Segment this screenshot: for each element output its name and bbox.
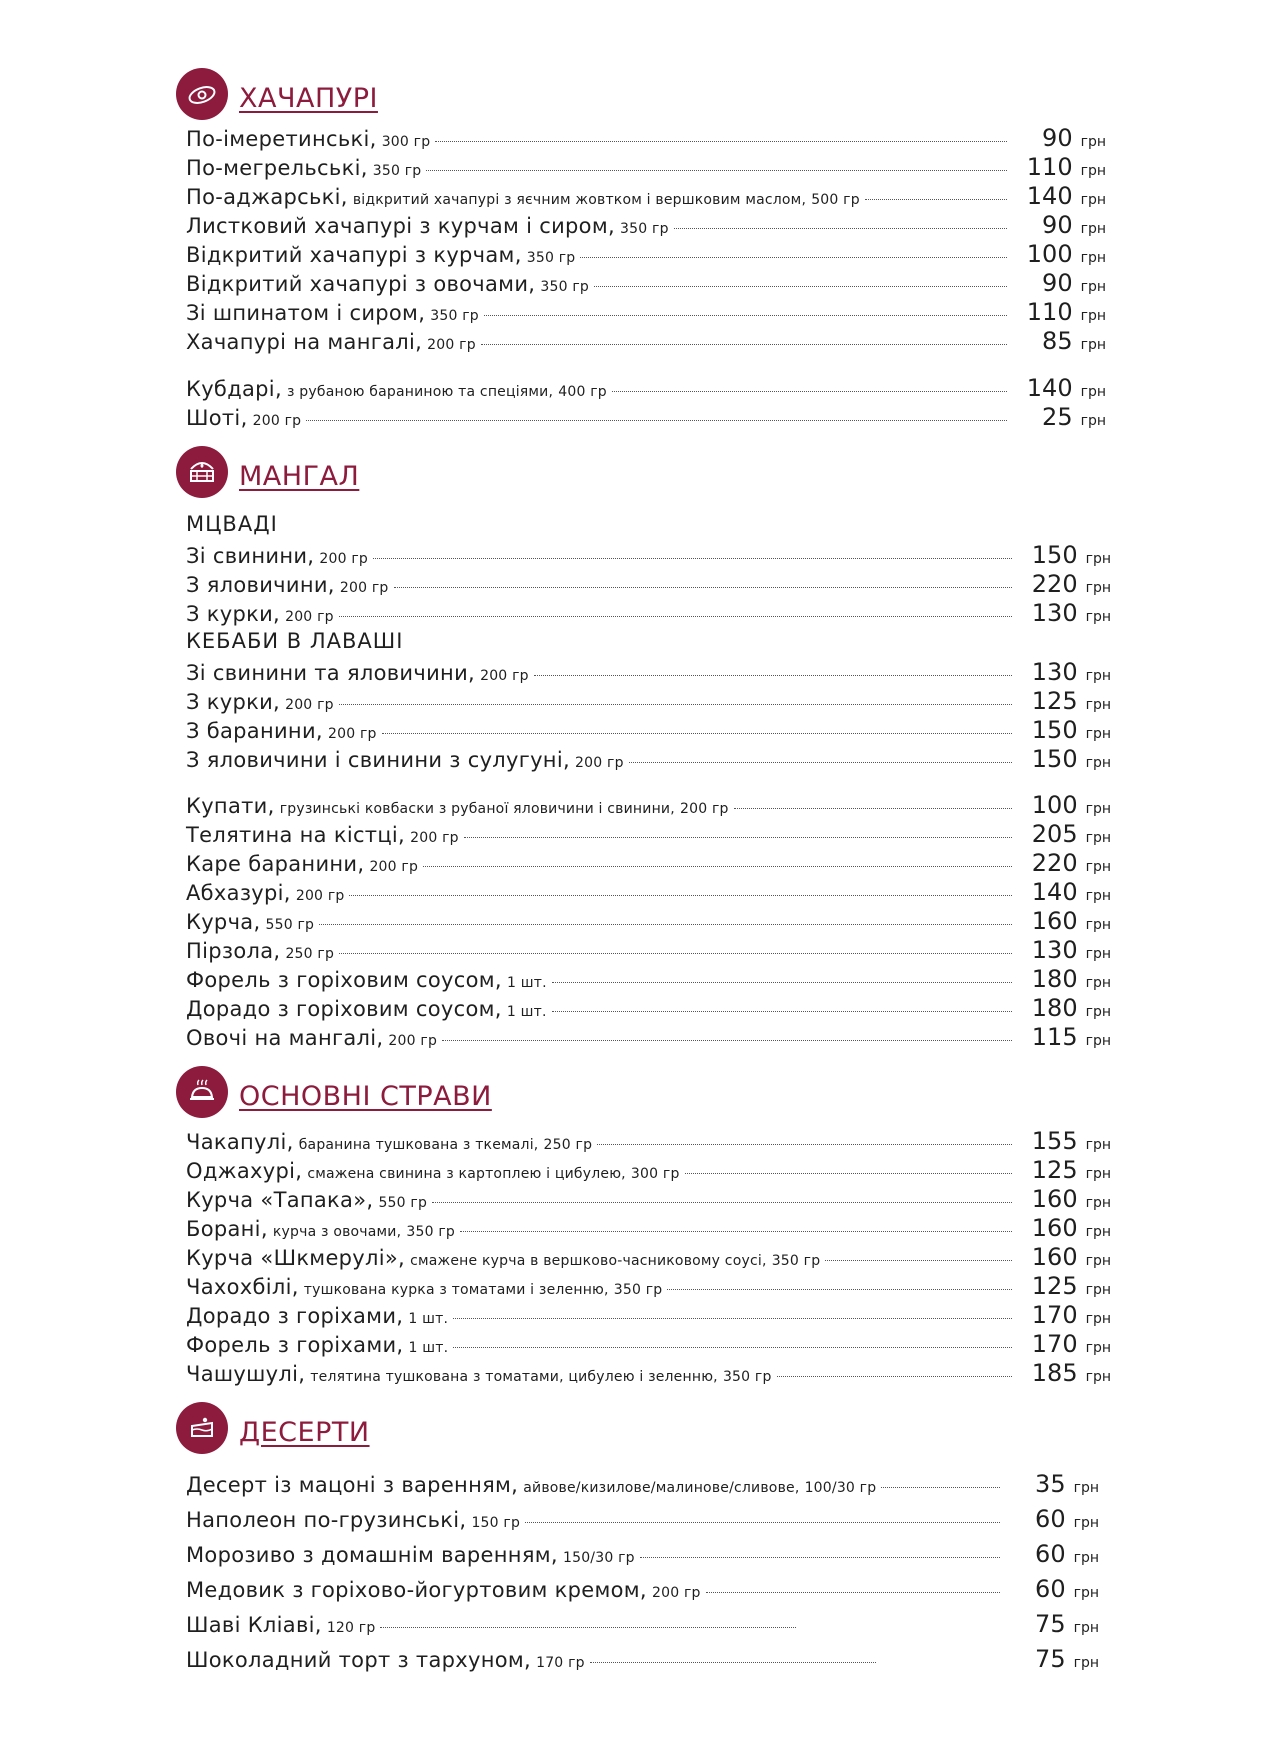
dot-leader xyxy=(640,1557,1000,1558)
menu-item xyxy=(186,936,1111,965)
item-currency: грн xyxy=(1085,975,1111,991)
item-currency: грн xyxy=(1080,384,1106,400)
item-price: 155 xyxy=(1031,1127,1078,1155)
dot-leader xyxy=(442,1040,1012,1041)
item-weight: 500 гр xyxy=(811,192,860,208)
item-price: 85 xyxy=(1042,327,1073,355)
item-weight: 200 гр xyxy=(327,726,377,742)
item-currency: грн xyxy=(1085,1224,1111,1240)
item-weight: 170 гр xyxy=(536,1655,585,1671)
dot-leader xyxy=(685,1173,1012,1174)
menu-item xyxy=(186,687,1111,716)
item-price: 110 xyxy=(1026,298,1073,326)
item-name: Наполеон по-грузинські, xyxy=(186,1508,467,1532)
dot-leader xyxy=(460,1231,1012,1232)
item-weight: 350 гр xyxy=(526,250,576,266)
item-currency: грн xyxy=(1085,551,1111,567)
menu-item xyxy=(186,1214,1111,1243)
dot-leader xyxy=(453,1318,1011,1319)
item-price: 160 xyxy=(1031,1185,1078,1213)
item-price: 110 xyxy=(1026,153,1073,181)
grill-icon xyxy=(176,446,228,498)
item-price: 60 xyxy=(1035,1505,1066,1533)
menu-item xyxy=(186,1645,1099,1674)
item-name: Чакапулі, xyxy=(186,1130,294,1154)
menu-item xyxy=(186,570,1111,599)
item-currency: грн xyxy=(1073,1550,1099,1566)
item-name: Шоті, xyxy=(186,406,248,430)
menu-item xyxy=(186,1575,1099,1604)
item-weight: 200 гр xyxy=(427,337,476,353)
item-name: Форель з горіховим соусом, xyxy=(186,968,502,992)
item-name: Чашушулі, xyxy=(186,1362,306,1386)
dot-leader xyxy=(881,1487,999,1488)
menu-item xyxy=(186,994,1111,1023)
item-name: Відкритий хачапурі з курчам, xyxy=(186,243,522,267)
item-description: курча з овочами, xyxy=(272,1224,402,1240)
item-name: З курки, xyxy=(186,602,280,626)
item-description: смажена свинина з картоплею і цибулею, xyxy=(307,1166,626,1182)
item-currency: грн xyxy=(1085,1166,1111,1182)
dot-leader xyxy=(464,837,1012,838)
item-name: З яловичини, xyxy=(186,573,335,597)
item-name: Курча, xyxy=(186,910,261,934)
item-currency: грн xyxy=(1085,580,1111,596)
dot-leader xyxy=(734,808,1012,809)
item-currency: грн xyxy=(1085,726,1111,742)
item-weight: 200 гр xyxy=(285,609,334,625)
item-name: Пірзола, xyxy=(186,939,281,963)
item-currency: грн xyxy=(1073,1515,1099,1531)
item-name: Оджахурі, xyxy=(186,1159,303,1183)
dot-leader xyxy=(373,558,1012,559)
item-weight: 300 гр xyxy=(630,1166,680,1182)
dot-leader xyxy=(394,587,1012,588)
item-name: З курки, xyxy=(186,690,280,714)
dot-leader xyxy=(590,1662,876,1663)
item-price: 150 xyxy=(1031,716,1078,744)
menu-item xyxy=(186,1243,1111,1272)
item-currency: грн xyxy=(1085,1253,1111,1269)
item-weight: 350 гр xyxy=(722,1369,772,1385)
item-weight: 350 гр xyxy=(771,1253,821,1269)
item-weight: 120 гр xyxy=(326,1620,376,1636)
menu-item xyxy=(186,820,1111,849)
item-price: 35 xyxy=(1035,1470,1066,1498)
menu-item xyxy=(186,153,1106,182)
menu-item xyxy=(186,1127,1111,1156)
dot-leader xyxy=(435,141,1006,142)
item-currency: грн xyxy=(1085,1340,1111,1356)
item-weight: 350 гр xyxy=(430,308,479,324)
item-price: 125 xyxy=(1031,1272,1078,1300)
item-name: По-мегрельські, xyxy=(186,156,368,180)
item-name: З баранини, xyxy=(186,719,323,743)
item-weight: 200 гр xyxy=(295,888,345,904)
item-weight: 550 гр xyxy=(378,1195,428,1211)
menu-item xyxy=(186,1610,1099,1639)
item-weight: 250 гр xyxy=(543,1137,593,1153)
dot-leader xyxy=(629,762,1012,763)
item-price: 160 xyxy=(1031,1243,1078,1271)
dot-leader xyxy=(706,1592,1000,1593)
section-title: ХАЧАПУРІ xyxy=(239,82,378,114)
item-currency: грн xyxy=(1085,697,1111,713)
item-name: Форель з горіхами, xyxy=(186,1333,404,1357)
menu-item xyxy=(186,791,1111,820)
menu-item xyxy=(186,403,1106,432)
item-currency: грн xyxy=(1085,1369,1111,1385)
item-currency: грн xyxy=(1085,755,1111,771)
dot-leader xyxy=(481,344,1007,345)
item-name: Листковий хачапурі з курчам і сиром, xyxy=(186,214,615,238)
section-title: МАНГАЛ xyxy=(239,460,360,492)
item-price: 90 xyxy=(1042,211,1073,239)
dot-leader xyxy=(423,866,1012,867)
item-price: 220 xyxy=(1031,849,1078,877)
menu-item xyxy=(186,965,1111,994)
item-currency: грн xyxy=(1080,250,1106,266)
item-weight: 350 гр xyxy=(406,1224,455,1240)
dot-leader xyxy=(594,286,1007,287)
item-currency: грн xyxy=(1085,830,1111,846)
dot-leader xyxy=(525,1522,1000,1523)
dot-leader xyxy=(319,924,1011,925)
section-title: ДЕСЕРТИ xyxy=(239,1416,370,1448)
item-weight: 200 гр xyxy=(679,801,729,817)
item-weight: 1 шт. xyxy=(408,1340,449,1356)
item-description: відкритий хачапурі з яєчним жовтком і вершковим маслом, xyxy=(352,192,807,208)
item-currency: грн xyxy=(1080,279,1106,295)
item-price: 220 xyxy=(1031,570,1078,598)
dot-leader xyxy=(667,1289,1011,1290)
cake-icon xyxy=(176,1402,228,1454)
item-currency: грн xyxy=(1080,308,1106,324)
item-currency: грн xyxy=(1085,1195,1111,1211)
item-currency: грн xyxy=(1085,668,1111,684)
item-currency: грн xyxy=(1073,1620,1099,1636)
item-weight: 1 шт. xyxy=(506,975,547,991)
item-price: 180 xyxy=(1031,994,1078,1022)
item-description: смажене курча в вершково-часниковому соусі, xyxy=(410,1253,767,1269)
menu-item xyxy=(186,269,1106,298)
item-name: Овочі на мангалі, xyxy=(186,1026,384,1050)
section-title: ОСНОВНІ СТРАВИ xyxy=(239,1080,492,1112)
item-name: По-аджарські, xyxy=(186,185,348,209)
item-weight: 350 гр xyxy=(540,279,589,295)
item-name: Десерт із мацоні з варенням, xyxy=(186,1473,519,1497)
item-price: 150 xyxy=(1031,541,1078,569)
item-weight: 350 гр xyxy=(372,163,422,179)
section-header-mangal xyxy=(176,444,359,500)
menu-item xyxy=(186,1359,1111,1388)
menu-item xyxy=(186,745,1111,774)
item-weight: 400 гр xyxy=(558,384,607,400)
item-name: Зі свинини та яловичини, xyxy=(186,661,475,685)
item-name: Медовик з горіхово-йогуртовим кремом, xyxy=(186,1578,647,1602)
item-price: 75 xyxy=(1035,1610,1066,1638)
item-price: 170 xyxy=(1031,1330,1078,1358)
menu-item xyxy=(186,658,1111,687)
item-currency: грн xyxy=(1080,163,1106,179)
item-currency: грн xyxy=(1085,946,1111,962)
item-currency: грн xyxy=(1085,859,1111,875)
item-weight: 200 гр xyxy=(252,413,302,429)
item-price: 115 xyxy=(1031,1023,1078,1051)
item-currency: грн xyxy=(1073,1480,1099,1496)
item-name: Відкритий хачапурі з овочами, xyxy=(186,272,536,296)
item-weight: 550 гр xyxy=(265,917,315,933)
section-header-desserts xyxy=(176,1400,370,1456)
item-price: 90 xyxy=(1042,269,1073,297)
menu-item xyxy=(186,1023,1111,1052)
item-currency: грн xyxy=(1073,1655,1099,1671)
item-weight: 350 гр xyxy=(613,1282,663,1298)
item-price: 130 xyxy=(1031,599,1078,627)
item-currency: грн xyxy=(1080,134,1106,150)
item-name: Телятина на кістці, xyxy=(186,823,406,847)
item-description: з рубаною бараниною та спеціями, xyxy=(287,384,554,400)
menu-item xyxy=(186,849,1111,878)
dot-leader xyxy=(432,1202,1012,1203)
item-price: 170 xyxy=(1031,1301,1078,1329)
item-name: Курча «Шкмерулі», xyxy=(186,1246,406,1270)
menu-item xyxy=(186,541,1111,570)
menu-item xyxy=(186,716,1111,745)
dot-leader xyxy=(453,1347,1011,1348)
menu-item xyxy=(186,374,1106,403)
item-name: Купати, xyxy=(186,794,275,818)
dot-leader xyxy=(484,315,1007,316)
item-weight: 250 гр xyxy=(285,946,335,962)
item-price: 100 xyxy=(1026,240,1073,268)
dot-leader xyxy=(380,1627,795,1628)
item-name: Дорадо з горіховим соусом, xyxy=(186,997,502,1021)
item-price: 160 xyxy=(1031,1214,1078,1242)
item-name: Борані, xyxy=(186,1217,268,1241)
item-weight: 200 гр xyxy=(339,580,389,596)
item-price: 125 xyxy=(1031,1156,1078,1184)
item-currency: грн xyxy=(1085,609,1111,625)
item-name: Шаві Кліаві, xyxy=(186,1613,322,1637)
item-name: Каре баранини, xyxy=(186,852,365,876)
dot-leader xyxy=(426,170,1006,171)
item-weight: 150/30 гр xyxy=(562,1550,635,1566)
item-description: тушкована курка з томатами і зеленню, xyxy=(303,1282,609,1298)
item-name: Хачапурі на мангалі, xyxy=(186,330,423,354)
item-currency: грн xyxy=(1085,1282,1111,1298)
item-description: айвове/кизилове/малинове/сливове, xyxy=(523,1480,800,1496)
item-price: 180 xyxy=(1031,965,1078,993)
menu-item xyxy=(186,298,1106,327)
dot-leader xyxy=(382,733,1012,734)
item-price: 90 xyxy=(1042,124,1073,152)
menu-item xyxy=(186,599,1111,628)
item-description: грузинські ковбаски з рубаної яловичини і свинини, xyxy=(279,801,675,817)
menu-item xyxy=(186,182,1106,211)
menu-item xyxy=(186,1272,1111,1301)
item-price: 100 xyxy=(1031,791,1078,819)
item-price: 140 xyxy=(1026,374,1073,402)
item-weight: 1 шт. xyxy=(506,1004,547,1020)
item-weight: 200 гр xyxy=(575,755,624,771)
item-price: 185 xyxy=(1031,1359,1078,1387)
dot-leader xyxy=(597,1144,1011,1145)
subheading-kebabs: КЕБАБИ В ЛАВАШІ xyxy=(186,629,404,653)
item-price: 130 xyxy=(1031,936,1078,964)
item-name: Кубдарі, xyxy=(186,377,282,401)
dot-leader xyxy=(306,420,1006,421)
item-name: Шоколадний торт з тархуном, xyxy=(186,1648,531,1672)
menu-item xyxy=(186,1540,1099,1569)
item-price: 160 xyxy=(1031,907,1078,935)
item-price: 60 xyxy=(1035,1540,1066,1568)
roast-chicken-icon xyxy=(176,1066,228,1118)
item-weight: 200 гр xyxy=(285,697,334,713)
item-name: Зі свинини, xyxy=(186,544,315,568)
dot-leader xyxy=(339,616,1012,617)
item-name: Чахохбілі, xyxy=(186,1275,299,1299)
dot-leader xyxy=(612,391,1007,392)
item-description: баранина тушкована з ткемалі, xyxy=(298,1137,539,1153)
item-currency: грн xyxy=(1085,1033,1111,1049)
item-currency: грн xyxy=(1080,221,1106,237)
item-currency: грн xyxy=(1085,1137,1111,1153)
dot-leader xyxy=(339,953,1012,954)
item-weight: 200 гр xyxy=(410,830,459,846)
item-currency: грн xyxy=(1080,192,1106,208)
item-name: Морозиво з домашнім варенням, xyxy=(186,1543,558,1567)
item-price: 125 xyxy=(1031,687,1078,715)
item-weight: 200 гр xyxy=(319,551,368,567)
dot-leader xyxy=(534,675,1012,676)
menu-item xyxy=(186,1301,1111,1330)
item-description: телятина тушкована з томатами, цибулею і зеленню, xyxy=(310,1369,718,1385)
dot-leader xyxy=(349,895,1011,896)
dot-leader xyxy=(825,1260,1011,1261)
menu-item xyxy=(186,327,1106,356)
item-name: По-імеретинські, xyxy=(186,127,377,151)
menu-item xyxy=(186,1505,1099,1534)
menu-item xyxy=(186,1330,1111,1359)
item-currency: грн xyxy=(1085,1311,1111,1327)
section-header-khachapuri xyxy=(176,66,378,122)
dot-leader xyxy=(777,1376,1012,1377)
dot-leader xyxy=(552,982,1012,983)
item-weight: 200 гр xyxy=(388,1033,438,1049)
item-price: 140 xyxy=(1026,182,1073,210)
dot-leader xyxy=(552,1011,1012,1012)
item-weight: 200 гр xyxy=(652,1585,701,1601)
item-currency: грн xyxy=(1085,917,1111,933)
item-price: 25 xyxy=(1042,403,1073,431)
item-price: 140 xyxy=(1031,878,1078,906)
subheading-mtsvadi: МЦВАДІ xyxy=(186,512,278,536)
item-weight: 100/30 гр xyxy=(804,1480,877,1496)
item-name: Курча «Тапака», xyxy=(186,1188,374,1212)
dot-leader xyxy=(865,199,1007,200)
item-price: 150 xyxy=(1031,745,1078,773)
item-name: З яловичини і свинини з сулугуні, xyxy=(186,748,570,772)
item-weight: 1 шт. xyxy=(408,1311,449,1327)
item-price: 75 xyxy=(1035,1645,1066,1673)
menu-item xyxy=(186,1156,1111,1185)
item-currency: грн xyxy=(1080,413,1106,429)
menu-item xyxy=(186,1185,1111,1214)
item-weight: 300 гр xyxy=(381,134,431,150)
dot-leader xyxy=(580,257,1006,258)
item-currency: грн xyxy=(1085,1004,1111,1020)
item-price: 130 xyxy=(1031,658,1078,686)
item-currency: грн xyxy=(1080,337,1106,353)
khachapuri-icon xyxy=(176,68,228,120)
menu-item xyxy=(186,878,1111,907)
section-header-main xyxy=(176,1064,492,1120)
item-weight: 200 гр xyxy=(480,668,529,684)
dot-leader xyxy=(674,228,1007,229)
menu-item xyxy=(186,240,1106,269)
item-name: Абхазурі, xyxy=(186,881,291,905)
menu-item xyxy=(186,124,1106,153)
menu-item xyxy=(186,1470,1099,1499)
item-price: 205 xyxy=(1031,820,1078,848)
item-name: Дорадо з горіхами, xyxy=(186,1304,404,1328)
menu-item xyxy=(186,211,1106,240)
item-currency: грн xyxy=(1073,1585,1099,1601)
item-weight: 150 гр xyxy=(471,1515,521,1531)
item-name: Зі шпинатом і сиром, xyxy=(186,301,426,325)
item-weight: 350 гр xyxy=(620,221,669,237)
item-currency: грн xyxy=(1085,888,1111,904)
item-price: 60 xyxy=(1035,1575,1066,1603)
menu-item xyxy=(186,907,1111,936)
dot-leader xyxy=(339,704,1012,705)
item-currency: грн xyxy=(1085,801,1111,817)
item-weight: 200 гр xyxy=(369,859,419,875)
